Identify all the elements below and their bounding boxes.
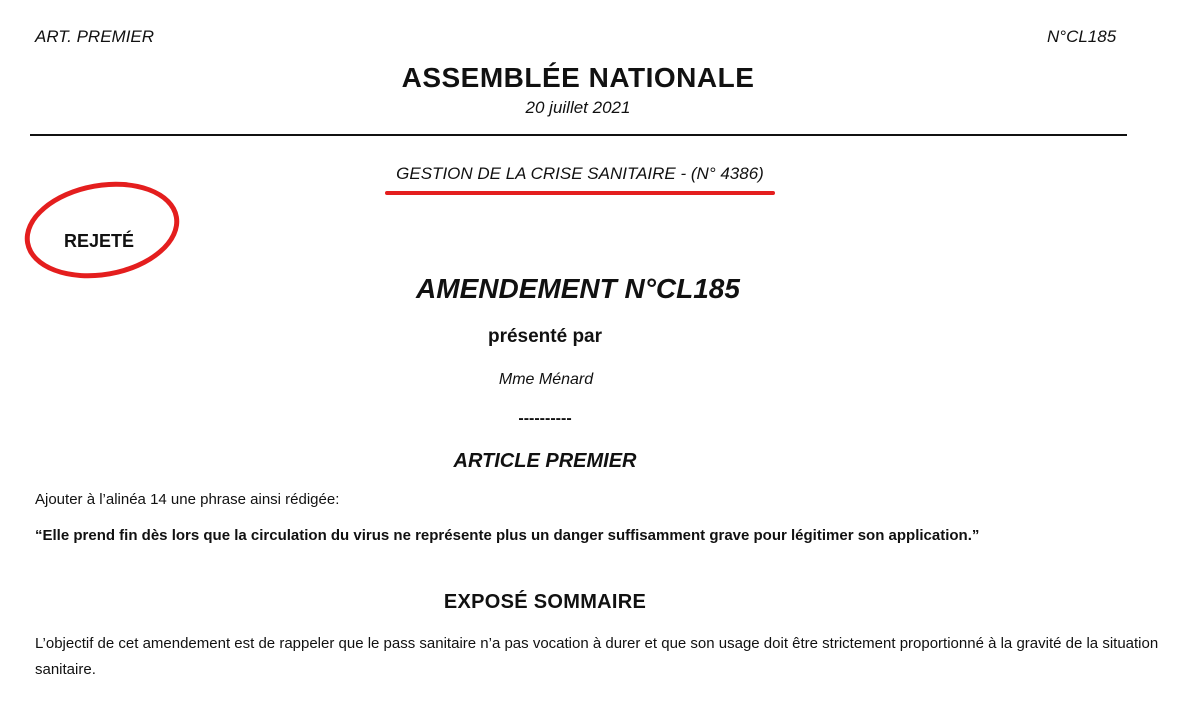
bill-title: GESTION DE LA CRISE SANITAIRE - (N° 4386) (396, 164, 764, 183)
article-title: ARTICLE PREMIER (453, 450, 637, 472)
author-name: Mme Ménard (498, 371, 594, 388)
summary-title: EXPOSÉ SOMMAIRE (443, 591, 647, 613)
assembly-title: ASSEMBLÉE NATIONALE (401, 62, 755, 93)
header-divider (30, 134, 1127, 136)
article-quote: “Elle prend fin dès lors que la circulation du virus ne représente plus un danger suffisamment grave pour légitimer son application.” (35, 527, 980, 544)
assembly-date: 20 juillet 2021 (525, 98, 631, 117)
red-underline-highlight (385, 191, 775, 195)
article-reference: ART. PREMIER (35, 27, 155, 46)
amendment-title: AMENDEMENT N°CL185 (416, 273, 740, 304)
status-rejected-label: REJETÉ (64, 231, 135, 251)
summary-text: L’objectif de cet amendement est de rappeler que le pass sanitaire n’a pas vocation à durer et que son usage doit être strictement proportionné à la gravité de la situation sanitaire. (35, 635, 1159, 678)
amendment-reference: N°CL185 (1047, 27, 1117, 46)
red-circle-highlight (17, 170, 187, 290)
presented-by-label: présenté par (487, 326, 603, 347)
article-instruction: Ajouter à l’alinéa 14 une phrase ainsi rédigée: (35, 491, 340, 508)
separator-dashes: ---------- (518, 410, 572, 427)
